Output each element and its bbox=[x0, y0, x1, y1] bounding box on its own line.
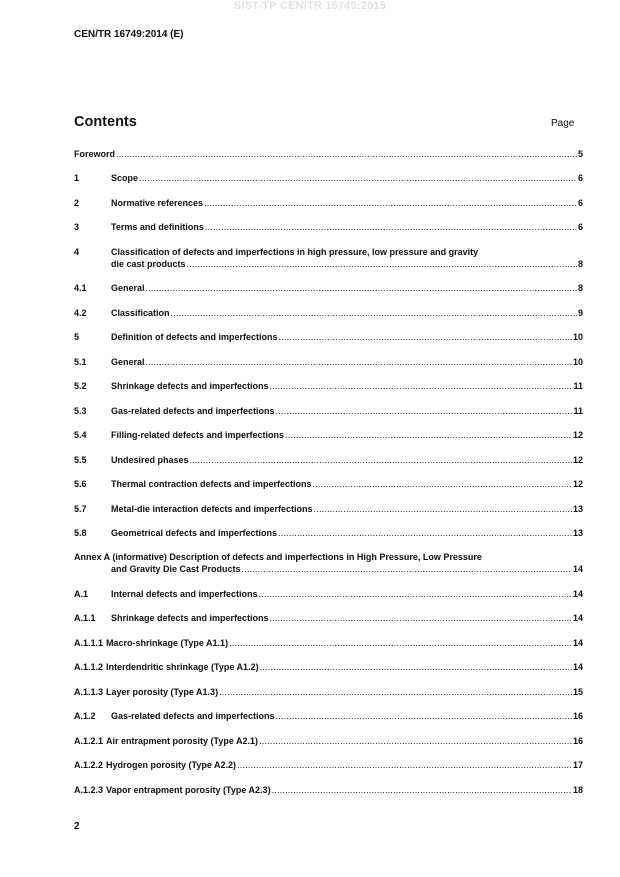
toc-page: 11 bbox=[573, 406, 583, 416]
toc-page: 8 bbox=[577, 283, 583, 293]
toc-page: 14 bbox=[572, 589, 583, 599]
toc-number: 4.2 bbox=[74, 308, 87, 318]
toc-title: Macro-shrinkage (Type A1.1) bbox=[106, 638, 229, 648]
toc-title-line1: Annex A (informative) Description of defects and imperfections in High Pressure, Low Pressure bbox=[74, 552, 482, 562]
toc-entry-5-4[interactable] bbox=[74, 429, 583, 441]
toc-entry-a1-2-1[interactable] bbox=[74, 735, 583, 747]
toc-entry-5-6[interactable] bbox=[74, 478, 583, 490]
toc-title: Scope bbox=[111, 173, 139, 183]
toc-page: 8 bbox=[577, 259, 583, 269]
toc-entry-5-7[interactable] bbox=[74, 503, 583, 515]
toc-title: General bbox=[111, 357, 145, 367]
toc-entry-a1-1-3[interactable] bbox=[74, 686, 583, 698]
toc-entry-annex-a[interactable] bbox=[74, 551, 583, 575]
toc-title: Thermal contraction defects and imperfections bbox=[111, 479, 312, 489]
toc-entry-a1-1[interactable] bbox=[74, 612, 583, 624]
toc-entry-a1[interactable] bbox=[74, 588, 583, 600]
toc-page: 14 bbox=[572, 613, 583, 623]
toc-number: 5.4 bbox=[74, 430, 87, 440]
toc-title: Geometrical defects and imperfections bbox=[111, 528, 278, 538]
toc-number: A.1.2.1 bbox=[74, 736, 104, 746]
toc-number: 5.3 bbox=[74, 406, 87, 416]
toc-entry-5-3[interactable] bbox=[74, 405, 583, 417]
page-number: 2 bbox=[74, 821, 80, 832]
toc-title: Filling-related defects and imperfections bbox=[111, 430, 285, 440]
toc-page: 6 bbox=[577, 173, 583, 183]
toc-title: Gas-related defects and imperfections bbox=[111, 406, 275, 416]
toc-title: Classification bbox=[111, 308, 170, 318]
toc-page: 15 bbox=[572, 687, 583, 697]
toc-number: A.1.1.1 bbox=[74, 638, 104, 648]
contents-heading: Contents bbox=[74, 114, 137, 130]
toc-page: 12 bbox=[572, 479, 583, 489]
toc-page: 13 bbox=[572, 504, 583, 514]
toc-page: 10 bbox=[572, 357, 583, 367]
toc-entry-a1-2-3[interactable] bbox=[74, 784, 583, 796]
toc-number: 5 bbox=[74, 332, 80, 342]
toc-page: 10 bbox=[572, 332, 583, 342]
toc-number: 5.8 bbox=[74, 528, 87, 538]
toc-title: Metal-die interaction defects and imperfections bbox=[111, 504, 313, 514]
toc-title: Internal defects and imperfections bbox=[111, 589, 258, 599]
toc-number: 5.5 bbox=[74, 455, 87, 465]
toc-title: Hydrogen porosity (Type A2.2) bbox=[106, 760, 237, 770]
toc-entry-5[interactable] bbox=[74, 331, 583, 343]
toc-entry-4-2[interactable] bbox=[74, 307, 583, 319]
toc-title: Air entrapment porosity (Type A2.1) bbox=[106, 736, 259, 746]
toc-title: Normative references bbox=[111, 198, 204, 208]
toc-number: A.1.1 bbox=[74, 613, 96, 623]
toc-number: 5.1 bbox=[74, 357, 87, 367]
toc-title: Undesired phases bbox=[111, 455, 189, 465]
toc-entry-5-8[interactable] bbox=[74, 527, 583, 539]
toc-page: 14 bbox=[572, 662, 583, 672]
toc-entry-1[interactable] bbox=[74, 172, 583, 184]
toc-page: 18 bbox=[572, 785, 583, 795]
toc-entry-5-5[interactable] bbox=[74, 454, 583, 466]
toc-title: Foreword bbox=[74, 149, 116, 159]
toc-number: 1 bbox=[74, 173, 80, 183]
toc-number: A.1.1.2 bbox=[74, 662, 104, 672]
toc-page: 5 bbox=[577, 149, 583, 159]
toc-page: 16 bbox=[572, 711, 583, 721]
toc-page: 14 bbox=[572, 638, 583, 648]
toc-page: 12 bbox=[572, 455, 583, 465]
toc-entry-5-1[interactable] bbox=[74, 356, 583, 368]
toc-title: Layer porosity (Type A1.3) bbox=[106, 687, 219, 697]
toc-number: 3 bbox=[74, 222, 80, 232]
toc-title-line1: Classification of defects and imperfections in high pressure, low pressure and gravity bbox=[111, 247, 479, 257]
toc-entry-a1-2-2[interactable] bbox=[74, 759, 583, 771]
toc-entry-a1-1-2[interactable] bbox=[74, 661, 583, 673]
toc-page: 12 bbox=[572, 430, 583, 440]
toc-title: die cast products bbox=[111, 259, 186, 269]
toc-entry-4-1[interactable] bbox=[74, 282, 583, 294]
toc-title: and Gravity Die Cast Products bbox=[111, 564, 241, 574]
toc-page: 17 bbox=[572, 760, 583, 770]
toc-entry-foreword[interactable] bbox=[74, 148, 583, 160]
toc-number: 5.7 bbox=[74, 504, 87, 514]
toc-title: Shrinkage defects and imperfections bbox=[111, 381, 269, 391]
toc-number: 4.1 bbox=[74, 283, 87, 293]
toc-number: A.1.2.2 bbox=[74, 760, 104, 770]
toc-number: 5.2 bbox=[74, 381, 87, 391]
toc-entry-5-2[interactable] bbox=[74, 380, 583, 392]
toc-page: 11 bbox=[573, 381, 583, 391]
toc-number: 2 bbox=[74, 198, 80, 208]
toc-title: General bbox=[111, 283, 145, 293]
toc-entry-a1-1-1[interactable] bbox=[74, 637, 583, 649]
toc-title: Terms and definitions bbox=[111, 222, 204, 232]
toc-title: Definition of defects and imperfections bbox=[111, 332, 278, 342]
toc-page: 6 bbox=[577, 198, 583, 208]
toc-page: 16 bbox=[572, 736, 583, 746]
toc-number: 4 bbox=[74, 247, 80, 257]
toc-entry-a1-2[interactable] bbox=[74, 710, 583, 722]
toc-number: A.1 bbox=[74, 589, 89, 599]
toc-number: A.1.2 bbox=[74, 711, 96, 721]
toc-page: 14 bbox=[572, 564, 583, 574]
toc-page: 6 bbox=[577, 222, 583, 232]
watermark: SIST-TP CEN/TR 16749:2015 bbox=[233, 0, 387, 12]
toc-entry-3[interactable] bbox=[74, 221, 583, 233]
toc-title: Interdendritic shrinkage (Type A1.2) bbox=[106, 662, 259, 672]
toc-number: 5.6 bbox=[74, 479, 87, 489]
toc-entry-4[interactable] bbox=[74, 246, 583, 270]
toc-title: Gas-related defects and imperfections bbox=[111, 711, 275, 721]
toc-number: A.1.2.3 bbox=[74, 785, 104, 795]
toc-title: Shrinkage defects and imperfections bbox=[111, 613, 269, 623]
toc-title: Vapor entrapment porosity (Type A2.3) bbox=[106, 785, 271, 795]
toc-page: 9 bbox=[577, 308, 583, 318]
toc-page: 13 bbox=[572, 528, 583, 538]
standard-id: CEN/TR 16749:2014 (E) bbox=[74, 29, 184, 40]
toc-entry-2[interactable] bbox=[74, 197, 583, 209]
page-column-label: Page bbox=[551, 118, 575, 129]
toc-number: A.1.1.3 bbox=[74, 687, 104, 697]
